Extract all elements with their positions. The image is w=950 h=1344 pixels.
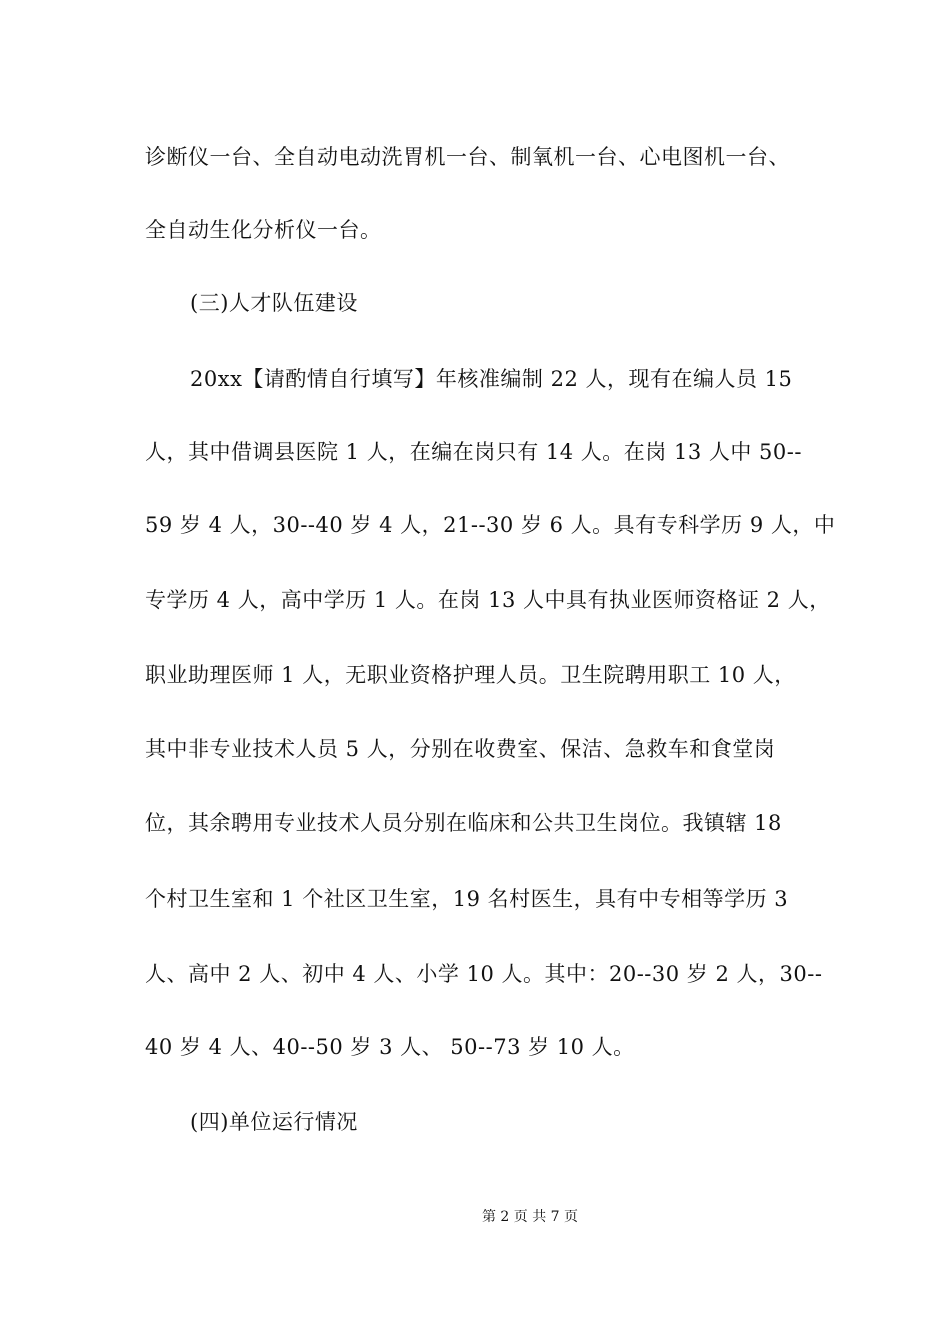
body-text-line: 其中非专业技术人员 5 人，分别在收费室、保洁、急救车和食堂岗 [145, 737, 776, 761]
body-text-line: 职业助理医师 1 人，无职业资格护理人员。卫生院聘用职工 10 人， [145, 663, 796, 687]
body-text-line: 20xx【请酌情自行填写】年核准编制 22 人，现有在编人员 15 [190, 367, 793, 391]
body-text-line: 人，其中借调县医院 1 人，在编在岗只有 14 人。在岗 13 人中 50-- [145, 440, 802, 464]
body-text-line: 59 岁 4 人，30--40 岁 4 人，21--30 岁 6 人。具有专科学历 9 人，中 [145, 513, 836, 537]
body-text-line: 位，其余聘用专业技术人员分别在临床和公共卫生岗位。我镇辖 18 [145, 811, 782, 835]
body-text-line: 全自动生化分析仪一台。 [145, 218, 382, 242]
body-text-line: 人、高中 2 人、初中 4 人、小学 10 人。其中：20--30 岁 2 人，30-- [145, 962, 823, 986]
section-heading: (四)单位运行情况 [190, 1110, 358, 1134]
body-text-line: 诊断仪一台、全自动电动洗胃机一台、制氧机一台、心电图机一台、 [145, 145, 790, 169]
body-text-line: 个村卫生室和 1 个社区卫生室，19 名村医生，具有中专相等学历 3 [145, 887, 789, 911]
section-heading: (三)人才队伍建设 [190, 291, 358, 315]
body-text-line: 40 岁 4 人、40--50 岁 3 人、 50--73 岁 10 人。 [145, 1035, 635, 1059]
body-text-line: 专学历 4 人，高中学历 1 人。在岗 13 人中具有执业医师资格证 2 人， [145, 588, 831, 612]
page-footer: 第 2 页 共 7 页 [481, 1209, 579, 1225]
